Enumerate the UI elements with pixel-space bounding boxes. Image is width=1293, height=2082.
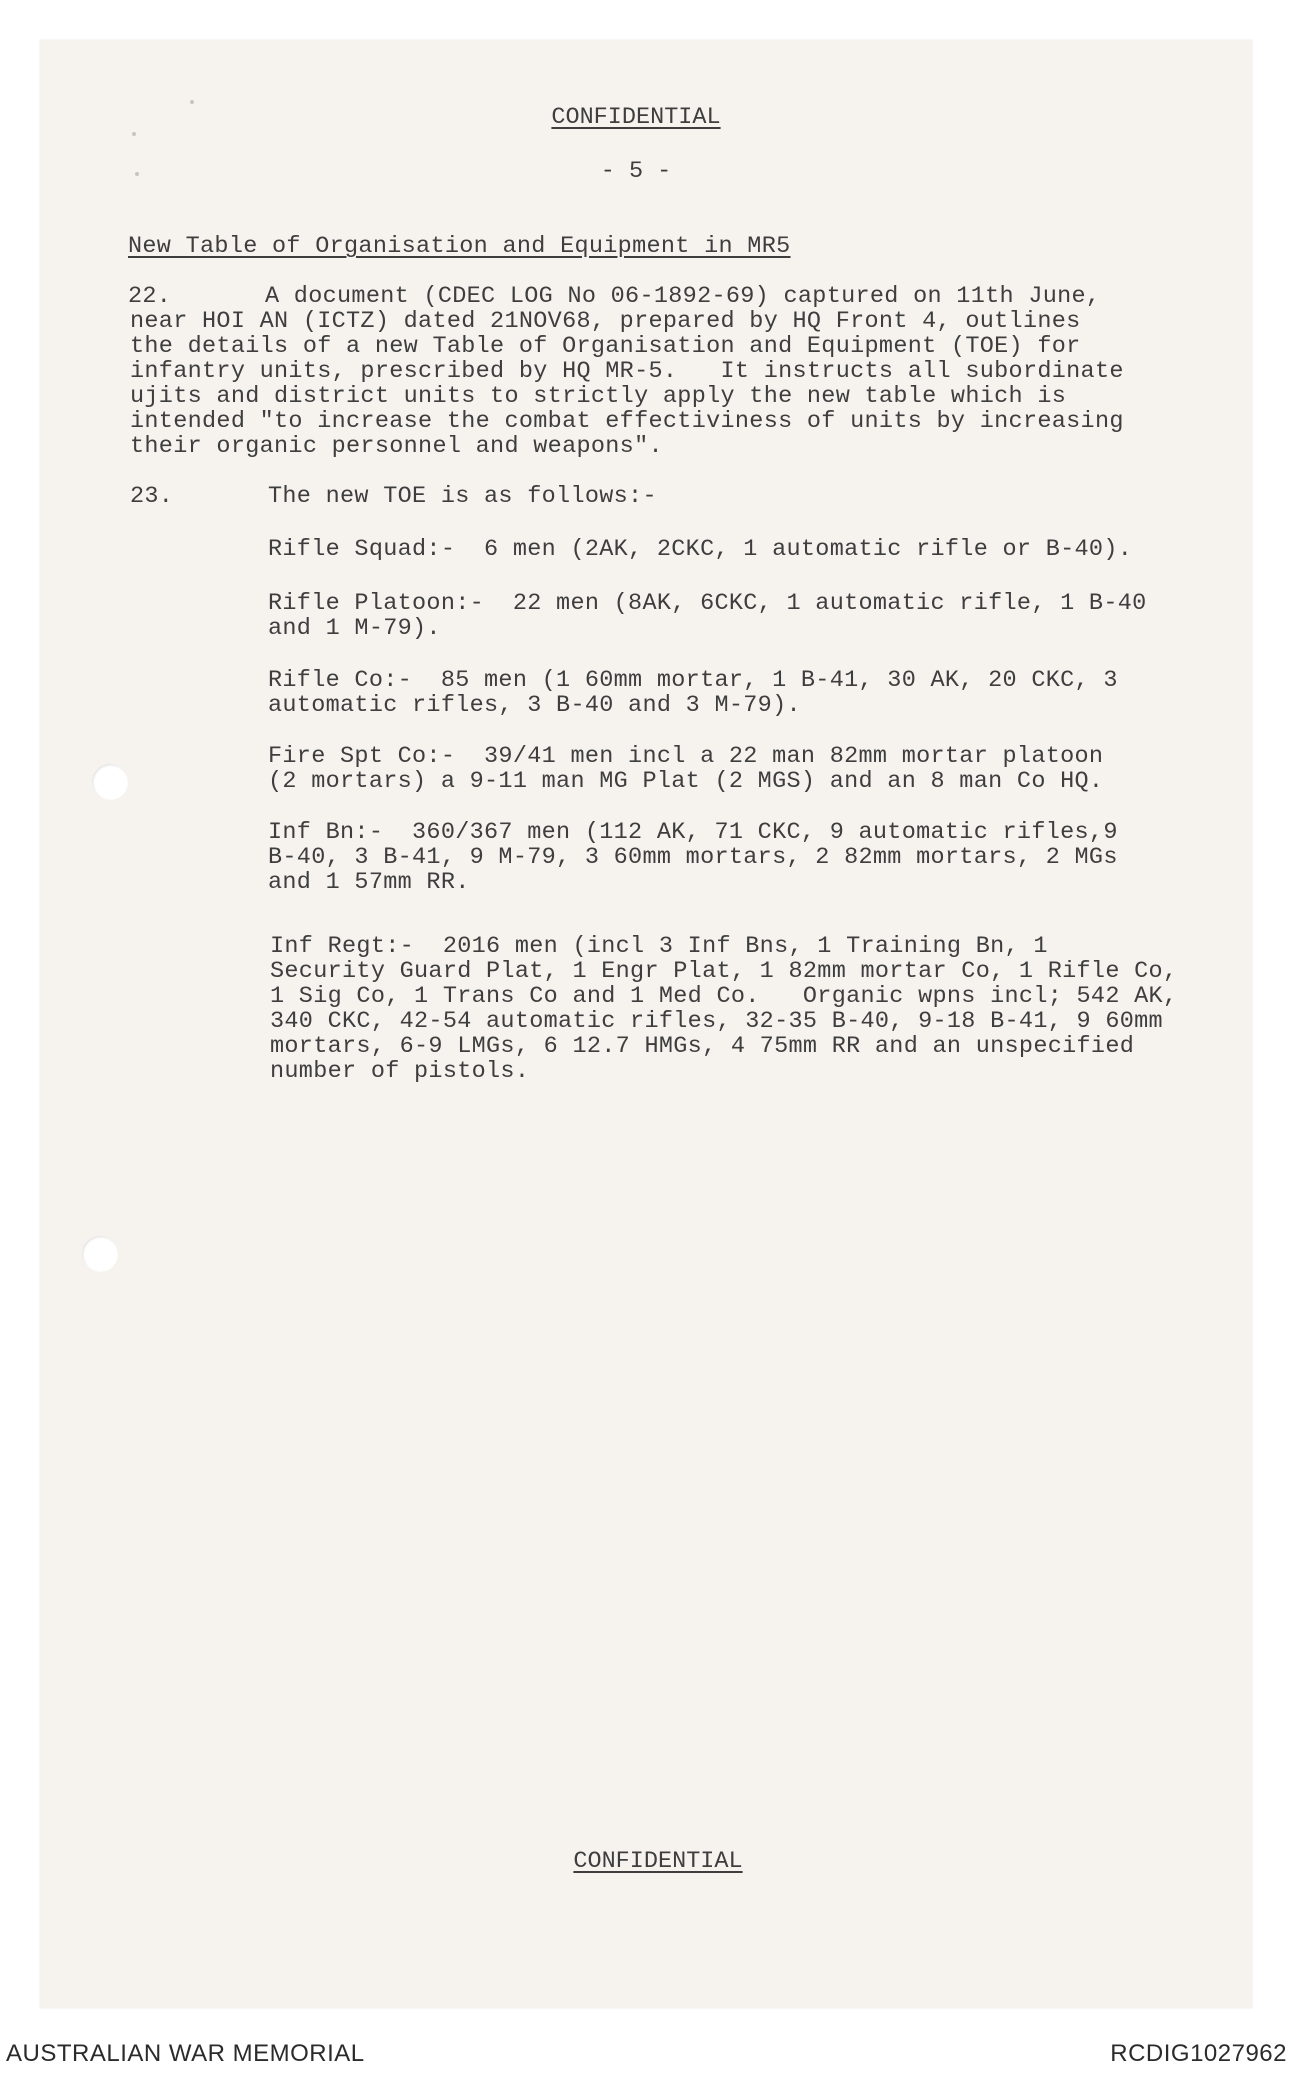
page-number: - 5 - <box>600 158 672 185</box>
toe-line: and 1 57mm RR. <box>268 869 470 896</box>
paper-speck <box>132 132 136 136</box>
toe-line: Inf Regt:- 2016 men (incl 3 Inf Bns, 1 Training Bn, 1 <box>270 933 1048 960</box>
document-page <box>40 40 1252 2008</box>
toe-line: automatic rifles, 3 B-40 and 3 M-79). <box>268 692 801 719</box>
header-classification: CONFIDENTIAL <box>551 104 721 131</box>
toe-line: Fire Spt Co:- 39/41 men incl a 22 man 82mm mortar platoon <box>268 743 1104 770</box>
paragraph-line: infantry units, prescribed by HQ MR-5. It instructs all subordinate <box>130 358 1124 385</box>
paragraph-line: ujits and district units to strictly apply the new table which is <box>130 383 1067 410</box>
archive-id: RCDIG1027962 <box>1110 2040 1287 2067</box>
section-title: New Table of Organisation and Equipment in MR5 <box>128 233 791 260</box>
paragraph-line: their organic personnel and weapons". <box>130 433 663 460</box>
toe-line: 340 CKC, 42-54 automatic rifles, 32-35 B-40, 9-18 B-41, 9 60mm <box>270 1008 1163 1035</box>
paragraph-line: A document (CDEC LOG No 06-1892-69) captured on 11th June, <box>265 283 1101 310</box>
toe-line: and 1 M-79). <box>268 615 441 642</box>
toe-line: Inf Bn:- 360/367 men (112 AK, 71 CKC, 9 automatic rifles,9 <box>268 819 1118 846</box>
toe-line: Rifle Squad:- 6 men (2AK, 2CKC, 1 automatic rifle or B-40). <box>268 536 1133 563</box>
paragraph-number-22: 22. <box>128 283 172 310</box>
toe-line: (2 mortars) a 9-11 man MG Plat (2 MGS) and an 8 man Co HQ. <box>268 768 1104 795</box>
toe-line: Rifle Co:- 85 men (1 60mm mortar, 1 B-41, 30 AK, 20 CKC, 3 <box>268 667 1118 694</box>
paragraph-line: near HOI AN (ICTZ) dated 21NOV68, prepared by HQ Front 4, outlines <box>130 308 1081 335</box>
paragraph-23-intro: The new TOE is as follows:- <box>268 483 657 510</box>
toe-line: number of pistols. <box>270 1058 530 1085</box>
punch-hole-bottom <box>82 1236 118 1272</box>
toe-line: B-40, 3 B-41, 9 M-79, 3 60mm mortars, 2 82mm mortars, 2 MGs <box>268 844 1118 871</box>
paragraph-line: intended "to increase the combat effectiviness of units by increasing <box>130 408 1124 435</box>
punch-hole-top <box>92 764 128 800</box>
paragraph-number-23: 23. <box>130 483 174 510</box>
toe-line: Security Guard Plat, 1 Engr Plat, 1 82mm mortar Co, 1 Rifle Co, <box>270 958 1178 985</box>
toe-line: Rifle Platoon:- 22 men (8AK, 6CKC, 1 automatic rifle, 1 B-40 <box>268 590 1147 617</box>
toe-line: 1 Sig Co, 1 Trans Co and 1 Med Co. Organic wpns incl; 542 AK, <box>270 983 1178 1010</box>
archive-source: AUSTRALIAN WAR MEMORIAL <box>6 2040 365 2067</box>
toe-line: mortars, 6-9 LMGs, 6 12.7 HMGs, 4 75mm RR and an unspecified <box>270 1033 1135 1060</box>
paragraph-line: the details of a new Table of Organisation and Equipment (TOE) for <box>130 333 1081 360</box>
footer-classification: CONFIDENTIAL <box>573 1848 743 1875</box>
